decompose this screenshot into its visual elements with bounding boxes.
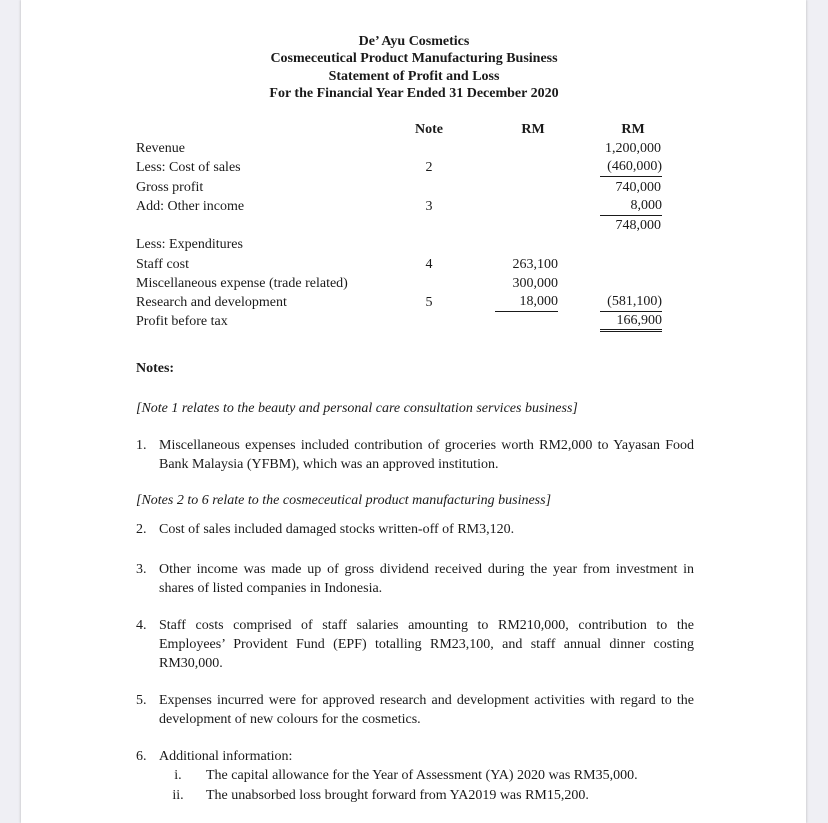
- note-3-number: 3.: [136, 562, 147, 577]
- note-5-number: 5.: [136, 693, 147, 708]
- row-label-gross-profit: Gross profit: [136, 180, 204, 195]
- row-label-cost-of-sales: Less: Cost of sales: [136, 160, 241, 175]
- row-value-staff-cost: 263,100: [512, 257, 558, 272]
- company-name: De’ Ayu Cosmetics: [358, 34, 470, 49]
- statement-period: For the Financial Year Ended 31 December 2020: [269, 85, 559, 101]
- note-4-text: Staff costs comprised of staff salaries amounting to RM210,000, contribution to the Employees’ Provident Fund (EPF) totalling RM23,100, and staff annual dinner costing RM30,000.: [159, 618, 694, 671]
- note-6-text: Additional information:: [159, 749, 293, 764]
- row-value-revenue: 1,200,000: [605, 141, 661, 156]
- statement-title: Statement of Profit and Loss: [328, 68, 500, 84]
- row-label-research-development: Research and development: [136, 295, 287, 310]
- column-header-note: Note: [415, 122, 443, 137]
- note-4-number: 4.: [136, 618, 147, 633]
- notes-section-caption-1: [Note 1 relates to the beauty and personal care consultation services business]: [136, 401, 578, 416]
- note-6-number: 6.: [136, 749, 147, 764]
- row-value-gross-profit: 740,000: [615, 180, 661, 195]
- note-2-text: Cost of sales included damaged stocks written-off of RM3,120.: [159, 522, 515, 537]
- notes-heading: Notes:: [136, 361, 175, 376]
- note-3-text: Other income was made up of gross dividend received during the year from investment in shares of listed companies in Indonesia.: [159, 562, 694, 596]
- row-value-misc-expense: 300,000: [512, 276, 558, 291]
- row-value-total-expenditures: (581,100): [600, 293, 662, 312]
- note-1-number: 1.: [136, 438, 147, 453]
- note-2-number: 2.: [136, 522, 147, 537]
- column-header-rm-1: RM: [521, 122, 545, 137]
- row-note-cost-of-sales: 2: [425, 160, 433, 175]
- row-label-profit-before-tax: Profit before tax: [136, 314, 228, 329]
- row-value-profit-before-tax: 166,900: [600, 312, 662, 332]
- note-5-text: Expenses incurred were for approved research and development activities with regard to the development of new colours for the cosmetics.: [159, 693, 694, 727]
- row-label-expenditures: Less: Expenditures: [136, 237, 243, 252]
- row-value-cost-of-sales: (460,000): [600, 158, 662, 177]
- sub-item-ii-number: ii.: [172, 788, 184, 803]
- row-value-other-income: 8,000: [600, 197, 662, 216]
- note-1-text: Miscellaneous expenses included contribution of groceries worth RM2,000 to Yayasan Food Bank Malaysia (YFBM), which was an approved institution.: [159, 438, 694, 472]
- row-value-research-development: 18,000: [495, 293, 558, 312]
- sub-item-ii-text: The unabsorbed loss brought forward from YA2019 was RM15,200.: [206, 788, 589, 803]
- sub-item-i-number: i.: [174, 768, 182, 783]
- business-name: Cosmeceutical Product Manufacturing Business: [270, 51, 558, 67]
- row-label-revenue: Revenue: [136, 141, 185, 156]
- column-header-rm-2: RM: [621, 122, 645, 137]
- row-note-staff-cost: 4: [425, 257, 433, 272]
- row-label-other-income: Add: Other income: [136, 199, 245, 214]
- row-label-misc-expense: Miscellaneous expense (trade related): [136, 276, 348, 291]
- row-label-staff-cost: Staff cost: [136, 257, 190, 272]
- notes-section-caption-2: [Notes 2 to 6 relate to the cosmeceutical product manufacturing business]: [136, 493, 552, 508]
- sub-item-i-text: The capital allowance for the Year of Assessment (YA) 2020 was RM35,000.: [206, 768, 638, 783]
- row-note-other-income: 3: [425, 199, 433, 214]
- row-note-research-development: 5: [425, 295, 433, 310]
- statement-header: [0, 33, 828, 102]
- row-value-subtotal: 748,000: [615, 218, 661, 233]
